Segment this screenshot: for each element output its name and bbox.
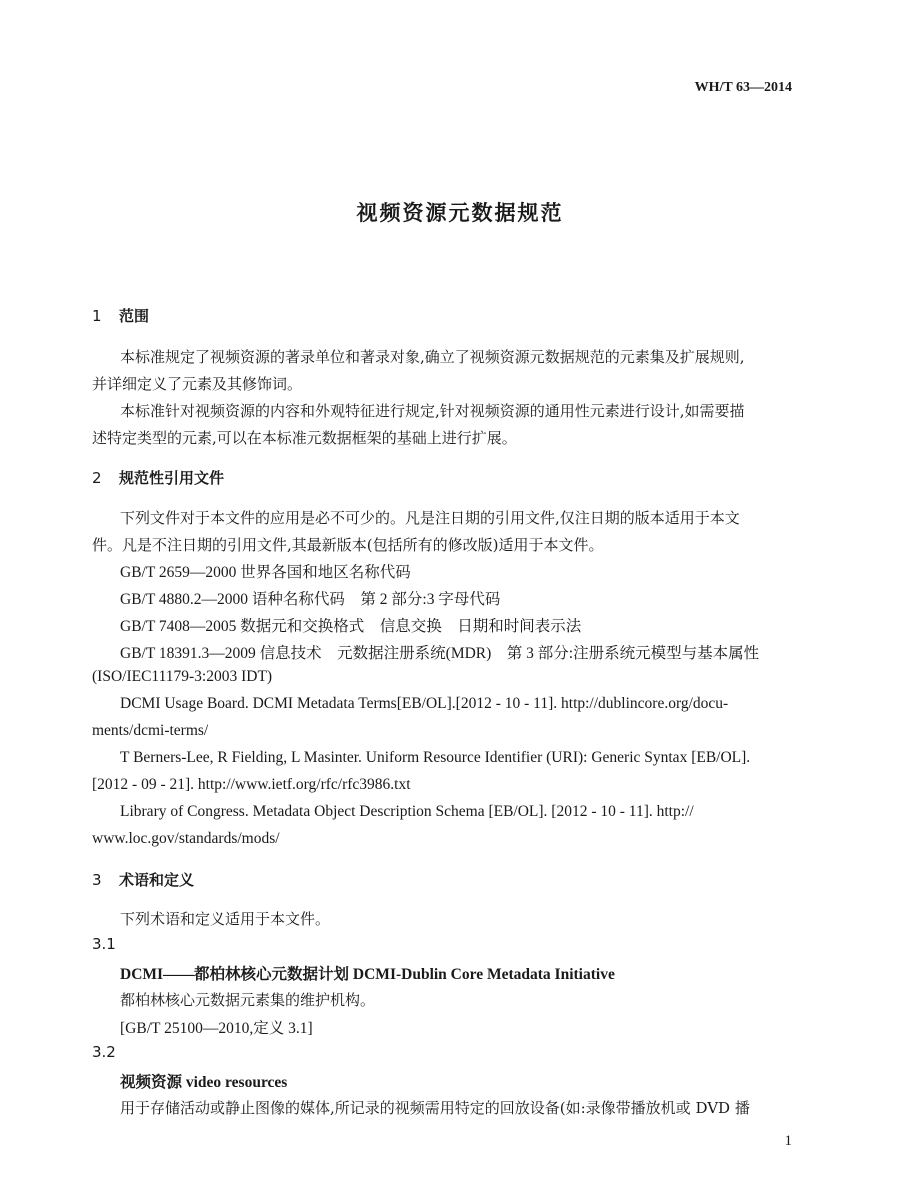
reference-item: DCMI Usage Board. DCMI Metadata Terms[EB/OL].[2012 - 10 - 11]. http://dublincore.org/docu-: [120, 695, 729, 712]
reference-item: GB/T 4880.2—2000 语种名称代码 第 2 部分:3 字母代码: [120, 591, 501, 608]
section-number: 1: [92, 307, 102, 325]
term-definition: 都柏林核心元数据元素集的维护机构。: [120, 991, 376, 1009]
document-title: 视频资源元数据规范: [356, 201, 564, 225]
paragraph-line: 述特定类型的元素,可以在本标准元数据框架的基础上进行扩展。: [92, 429, 517, 447]
term-definition: 用于存储活动或静止图像的媒体,所记录的视频需用特定的回放设备(如:录像带播放机或 DVD 播: [120, 1099, 750, 1117]
paragraph-line: 本标准规定了视频资源的著录单位和著录对象,确立了视频资源元数据规范的元素集及扩展规则,: [120, 348, 745, 366]
paragraph-line: 并详细定义了元素及其修饰词。: [92, 375, 303, 393]
reference-item: T Berners-Lee, R Fielding, L Masinter. Uniform Resource Identifier (URI): Generic Syntax [EB/OL].: [120, 749, 751, 766]
term-number: 3.2: [92, 1043, 116, 1061]
section-title: 术语和定义: [119, 871, 195, 889]
reference-item: GB/T 7408—2005 数据元和交换格式 信息交换 日期和时间表示法: [120, 618, 582, 635]
section-title: 规范性引用文件: [119, 469, 225, 487]
paragraph-line: 件。凡是不注日期的引用文件,其最新版本(包括所有的修改版)适用于本文件。: [92, 536, 604, 554]
section-heading-normative-references: [92, 467, 224, 488]
paragraph-line: 下列术语和定义适用于本文件。: [120, 910, 331, 928]
section-number: 2: [92, 469, 102, 487]
page-number: 1: [784, 1133, 792, 1149]
paragraph-line: 下列文件对于本文件的应用是必不可少的。凡是注日期的引用文件,仅注日期的版本适用于本文: [120, 509, 740, 527]
reference-item: Library of Congress. Metadata Object Description Schema [EB/OL]. [2012 - 10 - 11]. http://: [120, 803, 694, 820]
term-number: 3.1: [92, 935, 116, 953]
term-source: [GB/T 25100—2010,定义 3.1]: [120, 1020, 313, 1037]
section-number: 3: [92, 871, 102, 889]
section-heading-terms: [92, 869, 194, 890]
standard-code: WH/T 63—2014: [694, 80, 792, 95]
term-title: 视频资源 video resources: [120, 1074, 288, 1091]
section-heading-scope: [92, 305, 149, 326]
reference-item-continuation: (ISO/IEC11179-3:2003 IDT): [92, 668, 273, 685]
reference-item-continuation: [2012 - 09 - 21]. http://www.ietf.org/rfc/rfc3986.txt: [92, 776, 411, 793]
term-title: DCMI——都柏林核心元数据计划 DCMI-Dublin Core Metadata Initiative: [120, 966, 615, 983]
reference-item-continuation: www.loc.gov/standards/mods/: [92, 830, 280, 847]
section-title: 范围: [119, 307, 150, 325]
reference-item-continuation: ments/dcmi-terms/: [92, 722, 209, 739]
paragraph-line: 本标准针对视频资源的内容和外观特征进行规定,针对视频资源的通用性元素进行设计,如需要描: [120, 402, 745, 420]
reference-item: GB/T 18391.3—2009 信息技术 元数据注册系统(MDR) 第 3 部分:注册系统元模型与基本属性: [120, 645, 760, 662]
reference-item: GB/T 2659—2000 世界各国和地区名称代码: [120, 564, 411, 581]
